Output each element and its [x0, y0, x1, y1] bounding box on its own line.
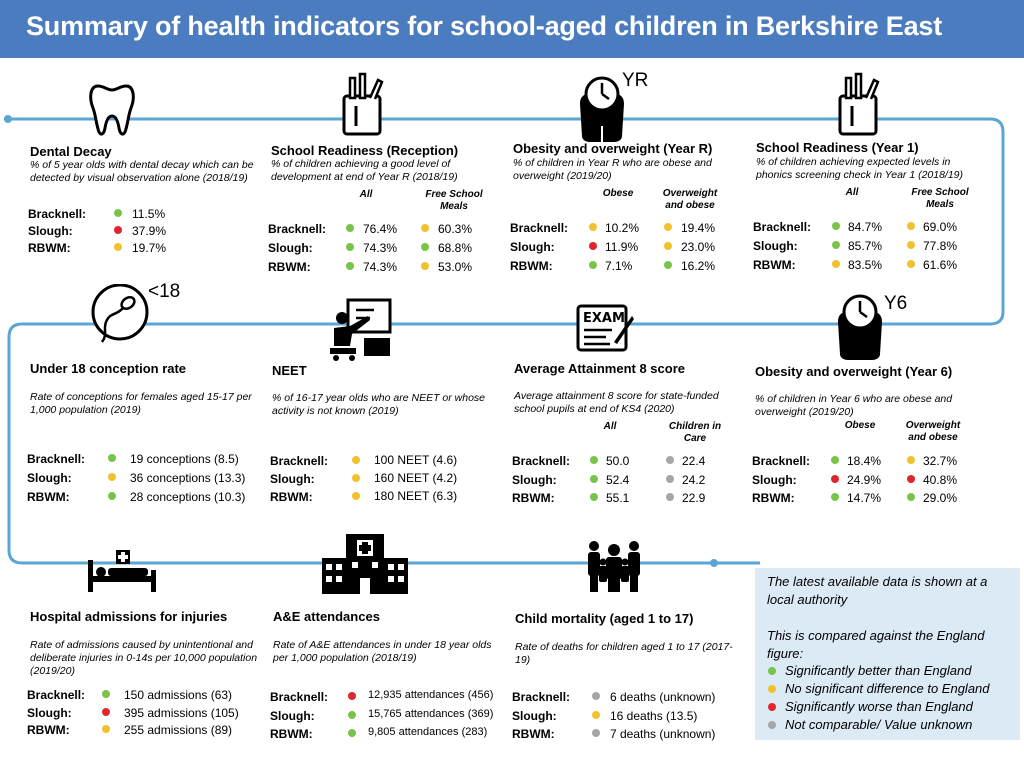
row-label: Slough: [510, 240, 555, 254]
value: 14.7% [847, 491, 882, 505]
status-dot [352, 492, 360, 500]
value: 50.0 [606, 454, 630, 468]
value: 85.7% [848, 239, 883, 253]
row-label: RBWM: [268, 260, 311, 274]
attainment-8-title: Average Attainment 8 score [514, 361, 685, 376]
value: 69.0% [923, 220, 958, 234]
legend-item: Significantly better than England [785, 663, 972, 678]
column-header: All [359, 189, 373, 200]
ae-attendances-title: A&E attendances [273, 609, 380, 624]
obesity-year-6-title: Obesity and overweight (Year 6) [755, 364, 953, 379]
value: 19.7% [132, 241, 167, 255]
family-group-icon [584, 540, 644, 592]
status-dot [348, 729, 356, 737]
legend-dot [768, 667, 776, 675]
school-readiness-reception-title: School Readiness (Reception) [271, 143, 459, 158]
status-dot [348, 692, 356, 700]
status-dot [832, 222, 840, 230]
column-header: All [603, 421, 617, 432]
row-label: Slough: [270, 472, 315, 486]
value: 6 deaths (unknown) [610, 690, 716, 704]
value: 61.6% [923, 258, 958, 272]
status-dot [831, 456, 839, 464]
status-dot [831, 493, 839, 501]
attainment-8-description: Average attainment 8 score for state-funded school pupils at end of KS4 (2020) [514, 390, 719, 415]
status-dot [346, 224, 354, 232]
row-label: RBWM: [28, 241, 71, 255]
status-dot [666, 493, 674, 501]
status-dot [589, 242, 597, 250]
value: 11.5% [132, 207, 166, 221]
row-label: Slough: [753, 239, 798, 253]
value: 18.4% [847, 454, 882, 468]
conception-rate-description: Rate of conceptions for females aged 15-17 per 1,000 population (2019) [30, 391, 252, 416]
status-dot [907, 475, 915, 483]
value: 22.4 [682, 454, 706, 468]
value: 74.3% [363, 241, 398, 255]
value: 36 conceptions (13.3) [130, 471, 246, 485]
row-label: Bracknell: [512, 454, 571, 468]
value: 22.9 [682, 491, 706, 505]
value: 29.0% [923, 491, 958, 505]
value: 12,935 attendances (456) [368, 689, 494, 701]
status-dot [352, 456, 360, 464]
value: 53.0% [438, 260, 473, 274]
status-dot [831, 475, 839, 483]
status-dot [832, 260, 840, 268]
school-readiness-year1-description: % of children achieving expected levels in phonics screening check in Year 1 (2018/19) [756, 156, 964, 181]
value: 60.3% [438, 222, 473, 236]
teacher-board-icon [330, 298, 392, 362]
year-6-label: Y6 [884, 293, 908, 314]
value: 7.1% [605, 259, 633, 273]
status-dot [102, 725, 110, 733]
legend-box [755, 568, 1020, 740]
status-dot [346, 243, 354, 251]
value: 55.1 [606, 491, 630, 505]
ae-attendances-description: Rate of A&E attendances in under 18 year olds per 1,000 population (2018/19) [273, 639, 492, 664]
row-label: RBWM: [510, 259, 553, 273]
status-dot [102, 708, 110, 716]
column-header: All [845, 187, 859, 198]
value: 76.4% [363, 222, 398, 236]
legend-dot [768, 703, 776, 711]
obesity-year-6-description: % of children in Year 6 who are obese and overweight (2019/20) [755, 393, 953, 418]
row-label: RBWM: [752, 491, 795, 505]
status-dot [102, 690, 110, 698]
value: 160 NEET (4.2) [374, 471, 458, 485]
legend-intro: The latest available data is shown at a local authority [767, 574, 988, 607]
status-dot [907, 493, 915, 501]
dental-decay-title: Dental Decay [30, 144, 112, 159]
value: 77.8% [923, 239, 958, 253]
status-dot [666, 456, 674, 464]
value: 255 admissions (89) [124, 723, 233, 737]
status-dot [907, 260, 915, 268]
column-header: Overweight and obese [662, 188, 718, 211]
status-dot [589, 261, 597, 269]
exam-paper-icon [576, 304, 634, 352]
row-label: Slough: [28, 224, 73, 238]
legend-item: No significant difference to England [785, 681, 990, 696]
value: 23.0% [681, 240, 716, 254]
value: 68.8% [438, 241, 473, 255]
row-label: Bracknell: [270, 454, 329, 468]
row-label: Slough: [512, 473, 557, 487]
status-dot [666, 475, 674, 483]
hospital-bed-icon [88, 546, 156, 592]
status-dot [589, 223, 597, 231]
row-label: RBWM: [27, 490, 70, 504]
status-dot [907, 241, 915, 249]
row-label: RBWM: [270, 727, 313, 741]
status-dot [590, 475, 598, 483]
status-dot [421, 262, 429, 270]
legend-item: Significantly worse than England [785, 699, 973, 714]
status-dot [590, 493, 598, 501]
row-label: Slough: [512, 709, 557, 723]
row-label: Bracknell: [28, 207, 87, 221]
neet-description: % of 16-17 year olds who are NEET or whose activity is not known (2019) [272, 392, 486, 417]
dental-decay-description: % of 5 year olds with dental decay which can be detected by visual observation alone (2018/19) [30, 159, 254, 184]
row-label: Bracknell: [270, 690, 329, 704]
status-dot [907, 222, 915, 230]
status-dot [421, 243, 429, 251]
value: 15,765 attendances (369) [368, 708, 494, 720]
value: 180 NEET (6.3) [374, 489, 458, 503]
year-r-label: YR [622, 70, 649, 91]
under-18-label: <18 [148, 281, 181, 302]
row-label: Slough: [27, 706, 72, 720]
value: 24.2 [682, 473, 706, 487]
status-dot [590, 456, 598, 464]
row-label: Bracknell: [27, 452, 86, 466]
obesity-year-r-title: Obesity and overweight (Year R) [513, 141, 713, 156]
value: 84.7% [848, 220, 883, 234]
row-label: Bracknell: [752, 454, 811, 468]
status-dot [114, 243, 122, 251]
value: 16.2% [681, 259, 716, 273]
status-dot [664, 261, 672, 269]
row-label: RBWM: [512, 491, 555, 505]
row-label: Bracknell: [512, 690, 571, 704]
row-label: Slough: [752, 473, 797, 487]
row-label: RBWM: [512, 727, 555, 741]
row-label: RBWM: [753, 258, 796, 272]
status-dot [114, 209, 122, 217]
row-label: Slough: [270, 709, 315, 723]
status-dot [108, 492, 116, 500]
status-dot [664, 242, 672, 250]
row-label: Slough: [27, 471, 72, 485]
obesity-year-r-description: % of children in Year R who are obese and overweight (2019/20) [513, 157, 712, 182]
value: 19.4% [681, 221, 716, 235]
value: 37.9% [132, 224, 167, 238]
column-header: Free School Meals [911, 187, 969, 210]
column-header: Obese [602, 188, 634, 199]
legend-item: Not comparable/ Value unknown [785, 717, 973, 732]
row-label: Bracknell: [753, 220, 812, 234]
legend-dot [768, 721, 776, 729]
row-label: Slough: [268, 241, 313, 255]
value: 83.5% [848, 258, 883, 272]
row-label: Bracknell: [27, 688, 86, 702]
value: 16 deaths (13.5) [610, 709, 698, 723]
value: 52.4 [606, 473, 630, 487]
value: 19 conceptions (8.5) [130, 452, 239, 466]
value: 100 NEET (4.6) [374, 453, 458, 467]
value: 40.8% [923, 473, 958, 487]
svg-text:EXAM: EXAM [583, 311, 625, 326]
value: 10.2% [605, 221, 640, 235]
status-dot [346, 262, 354, 270]
row-label: RBWM: [270, 490, 313, 504]
column-header: Overweight and obese [905, 420, 961, 443]
row-label: RBWM: [27, 723, 70, 737]
hospital-building-icon [322, 534, 408, 594]
child-mortality-title: Child mortality (aged 1 to 17) [515, 611, 694, 626]
hospital-admissions-title: Hospital admissions for injuries [30, 609, 228, 624]
value: 9,805 attendances (283) [368, 726, 488, 738]
status-dot [421, 224, 429, 232]
value: 7 deaths (unknown) [610, 727, 716, 741]
value: 28 conceptions (10.3) [130, 490, 246, 504]
neet-title: NEET [272, 363, 307, 378]
pencil-pot-icon [340, 72, 386, 136]
status-dot [592, 692, 600, 700]
status-dot [832, 241, 840, 249]
row-label: Bracknell: [510, 221, 569, 235]
legend-dot [768, 685, 776, 693]
school-readiness-reception-description: % of children achieving a good level of development at end of Year R (2018/19) [271, 158, 458, 183]
row-label: Bracknell: [268, 222, 327, 236]
sperm-cell-icon [88, 284, 152, 346]
status-dot [352, 474, 360, 482]
status-dot [348, 711, 356, 719]
status-dot [592, 729, 600, 737]
scales-icon [832, 294, 888, 360]
status-dot [114, 226, 122, 234]
status-dot [664, 223, 672, 231]
status-dot [907, 456, 915, 464]
value: 395 admissions (105) [124, 706, 239, 720]
column-header: Children in Care [668, 421, 722, 444]
conception-rate-title: Under 18 conception rate [30, 361, 187, 376]
child-mortality-description: Rate of deaths for children aged 1 to 17 (2017-19) [515, 641, 733, 666]
column-header: Free School Meals [425, 189, 483, 212]
pencil-pot-icon [836, 72, 882, 136]
tooth-icon [88, 82, 136, 136]
status-dot [108, 454, 116, 462]
value: 32.7% [923, 454, 958, 468]
value: 11.9% [605, 240, 639, 254]
school-readiness-year1-title: School Readiness (Year 1) [756, 140, 919, 155]
legend-compare-text: This is compared against the England figure: [767, 628, 985, 661]
status-dot [592, 711, 600, 719]
value: 150 admissions (63) [124, 688, 233, 702]
status-dot [108, 473, 116, 481]
value: 24.9% [847, 473, 882, 487]
hospital-admissions-description: Rate of admissions caused by unintentional and deliberate injuries in 0-14s per 10,000 population (2019/20) [30, 639, 258, 677]
value: 74.3% [363, 260, 398, 274]
column-header: Obese [844, 420, 876, 431]
page-title: Summary of health indicators for school-aged children in Berkshire East [26, 11, 943, 41]
